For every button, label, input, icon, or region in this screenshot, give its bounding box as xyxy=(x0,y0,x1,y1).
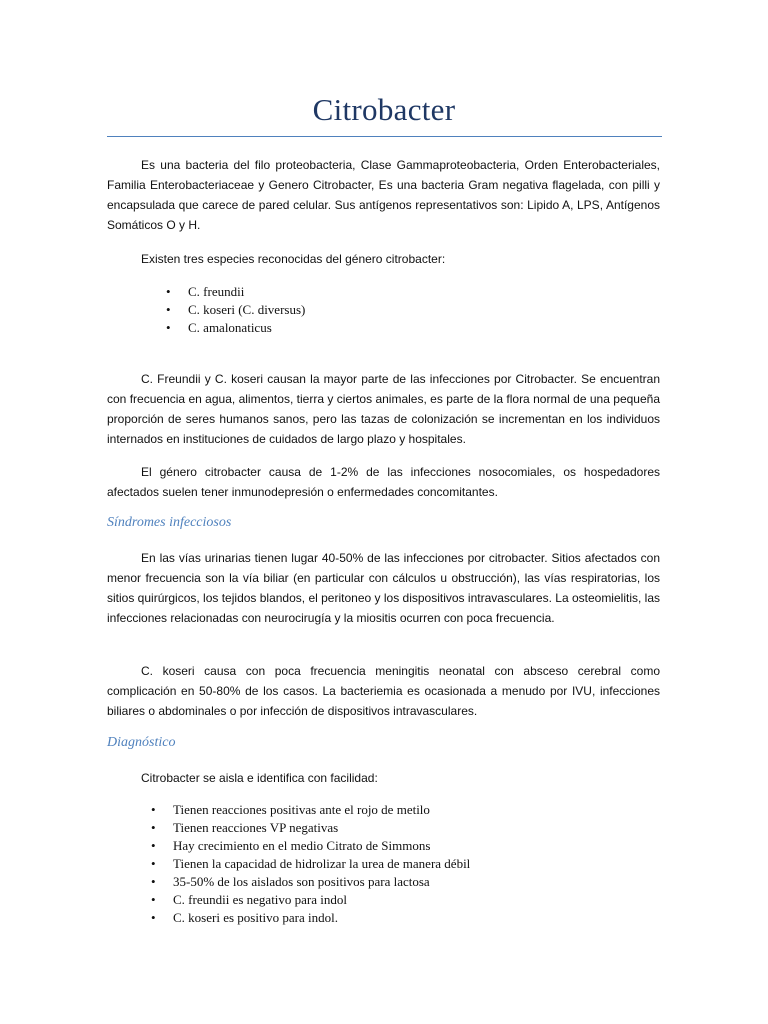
list-item: • C. freundii xyxy=(166,283,305,301)
intro-paragraph-2-text: Existen tres especies reconocidas del género citrobacter: xyxy=(141,252,446,266)
sindromes-paragraph-2 xyxy=(107,661,660,721)
intro-paragraph-2 xyxy=(107,249,660,269)
list-item: • C. koseri es positivo para indol. xyxy=(151,909,470,927)
list-item: • Tienen reacciones positivas ante el rojo de metilo xyxy=(151,801,470,819)
list-item: • Tienen la capacidad de hidrolizar la urea de manera débil xyxy=(151,855,470,873)
intro-paragraph-1-text: Es una bacteria del filo proteobacteria, Clase Gammaproteobacteria, Orden Enterobacteriales, Familia Enterobacteriaceae y Genero Citrobacter, Es una bacteria Gram negativa flagelada, con pilli y encapsulada que carece de pared celular. Sus antígenos representativos son: Lipido A, LPS, Antígenos Somáticos O y H. xyxy=(107,158,660,232)
list-item: • Hay crecimiento en el medio Citrato de Simmons xyxy=(151,837,470,855)
list-item: • C. amalonaticus xyxy=(166,319,305,337)
page-title: Citrobacter xyxy=(312,92,456,127)
list-item: • C. koseri (C. diversus) xyxy=(166,301,305,319)
species-list xyxy=(166,283,305,337)
diagnostico-paragraph-1-text: Citrobacter se aisla e identifica con facilidad: xyxy=(141,771,378,785)
title-divider xyxy=(107,136,662,137)
intro-paragraph-4 xyxy=(107,462,660,502)
section-heading-diagnostico: Diagnóstico xyxy=(107,735,176,750)
list-item: • 35-50% de los aislados son positivos para lactosa xyxy=(151,873,470,891)
diagnostico-list xyxy=(151,801,470,927)
section-heading-sindromes: Síndromes infecciosos xyxy=(107,515,232,530)
sindromes-paragraph-1 xyxy=(107,548,660,628)
list-item: • C. freundii es negativo para indol xyxy=(151,891,470,909)
intro-paragraph-1 xyxy=(107,155,660,235)
diagnostico-paragraph-1 xyxy=(107,768,660,788)
intro-paragraph-4-text: El género citrobacter causa de 1-2% de las infecciones nosocomiales, os hospedadores afectados suelen tener inmunodepresión o enfermedades concomitantes. xyxy=(107,465,660,499)
intro-paragraph-3 xyxy=(107,369,660,449)
intro-paragraph-3-text: C. Freundii y C. koseri causan la mayor parte de las infecciones por Citrobacter. Se encuentran con frecuencia en agua, alimentos, tierra y ciertos animales, es parte de la flora normal de una pequeña proporción de seres humanos sanos, pero las tazas de colonización se incrementan en los individuos internados en instituciones de cuidados de largo plazo y hospitales. xyxy=(107,372,660,446)
list-item: • Tienen reacciones VP negativas xyxy=(151,819,470,837)
sindromes-paragraph-1-text: En las vías urinarias tienen lugar 40-50% de las infecciones por citrobacter. Sitios afectados con menor frecuencia son la vía biliar (en particular con cálculos u obstrucción), las vías respiratorias, los sitios quirúrgicos, los tejidos blandos, el peritoneo y los dispositivos intravasculares. La osteomielitis, las infecciones relacionadas con neurocirugía y la miositis ocurren con poca frecuencia. xyxy=(107,551,660,625)
sindromes-paragraph-2-text: C. koseri causa con poca frecuencia meningitis neonatal con absceso cerebral como complicación en 50-80% de los casos. La bacteriemia es ocasionada a menudo por IVU, infecciones biliares o abdominales o por infección de dispositivos intravasculares. xyxy=(107,664,660,718)
